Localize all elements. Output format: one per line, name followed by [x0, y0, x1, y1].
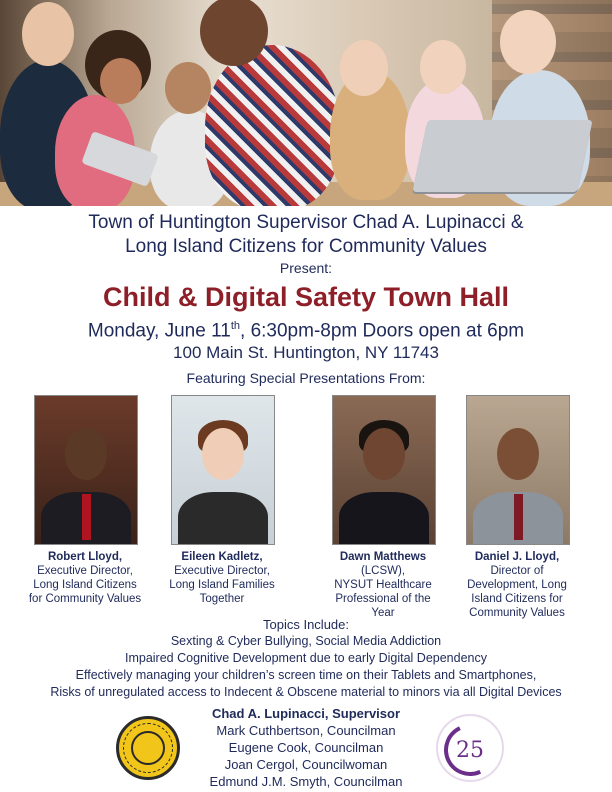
topic-item: Effectively managing your children’s screen time on their Tablets and Smartphones,: [75, 668, 537, 682]
speaker-name: Dawn Matthews: [339, 551, 427, 563]
speaker-role-line: Year: [371, 607, 395, 619]
liccv-25-years-logo-icon: [436, 714, 504, 782]
organizer-line-1: Town of Huntington Supervisor Chad A. Lupinacci &: [88, 212, 524, 233]
speaker-role-line: Professional of the: [335, 593, 431, 605]
speaker-role-line: Long Island Citizens: [33, 579, 137, 591]
official-councilman: Edmund J.M. Smyth, Councilman: [209, 774, 403, 789]
speaker-role-line: Island Citizens for: [471, 593, 563, 605]
speaker-caption-1: [20, 550, 150, 606]
speaker-role-line: Executive Director,: [174, 565, 270, 577]
speaker-role-line: for Community Values: [28, 593, 142, 605]
official-councilman: Eugene Cook, Councilman: [228, 740, 384, 755]
boy-face: [165, 62, 211, 114]
speaker-role-line: Executive Director,: [37, 565, 133, 577]
featuring-heading: Featuring Special Presentations From:: [186, 370, 426, 386]
topic-item: Impaired Cognitive Development due to early Digital Dependency: [124, 651, 487, 665]
topic-item: Sexting & Cyber Bullying, Social Media Addiction: [170, 634, 442, 648]
speaker-photo-dawn-matthews: [332, 395, 436, 545]
speaker-role-line: Long Island Families: [169, 579, 275, 591]
event-date-time: [0, 320, 612, 342]
date-suffix: th: [230, 320, 241, 332]
event-address: 100 Main St. Huntington, NY 11743: [173, 343, 439, 362]
official-councilwoman: Joan Cergol, Councilwoman: [224, 757, 388, 772]
speaker-photo-eileen-kadletz: [171, 395, 275, 545]
speaker-name: Eileen Kadletz,: [181, 551, 263, 563]
date-rest: , 6:30pm-8pm Doors open at 6pm: [240, 320, 525, 342]
speaker-photo-daniel-lloyd: [466, 395, 570, 545]
speaker-role-line: Together: [199, 593, 245, 605]
man-plaid-shirt: [205, 45, 340, 206]
speaker-name: Daniel J. Lloyd,: [474, 551, 560, 563]
event-title: Child & Digital Safety Town Hall: [102, 282, 510, 312]
date-main: Monday, June 11: [87, 320, 231, 342]
speaker-caption-3: [318, 550, 448, 620]
topic-item: Risks of unregulated access to Indecent & Obscene material to minors via all Digital Devices: [50, 685, 562, 699]
laptop-device: [412, 120, 592, 192]
town-seal-icon: [116, 716, 180, 780]
girl-face: [340, 40, 388, 96]
girl-right-face: [500, 10, 556, 74]
person-face: [22, 2, 74, 66]
child-face: [100, 58, 142, 104]
official-councilman: Mark Cuthbertson, Councilman: [216, 723, 396, 738]
speaker-role-line: Community Values: [469, 607, 565, 619]
organizer-line-2: Long Island Citizens for Community Values: [125, 236, 487, 257]
speaker-name: Robert Lloyd,: [47, 551, 123, 563]
hero-photo-family-devices: [0, 0, 612, 206]
liccv-25-number: 25: [456, 738, 484, 763]
speaker-role-line: Development, Long: [467, 579, 567, 591]
girl-small-face: [420, 40, 466, 94]
present-label: Present:: [279, 260, 333, 276]
speaker-role-line: (LCSW),: [360, 565, 406, 577]
topics-heading: Topics Include:: [263, 617, 349, 632]
official-supervisor: Chad A. Lupinacci, Supervisor: [211, 706, 401, 721]
speaker-role-line: Director of: [490, 565, 544, 577]
speaker-caption-4: [452, 550, 582, 620]
speaker-caption-2: [157, 550, 287, 606]
speaker-photo-robert-lloyd: [34, 395, 138, 545]
speaker-role-line: NYSUT Healthcare: [334, 579, 432, 591]
